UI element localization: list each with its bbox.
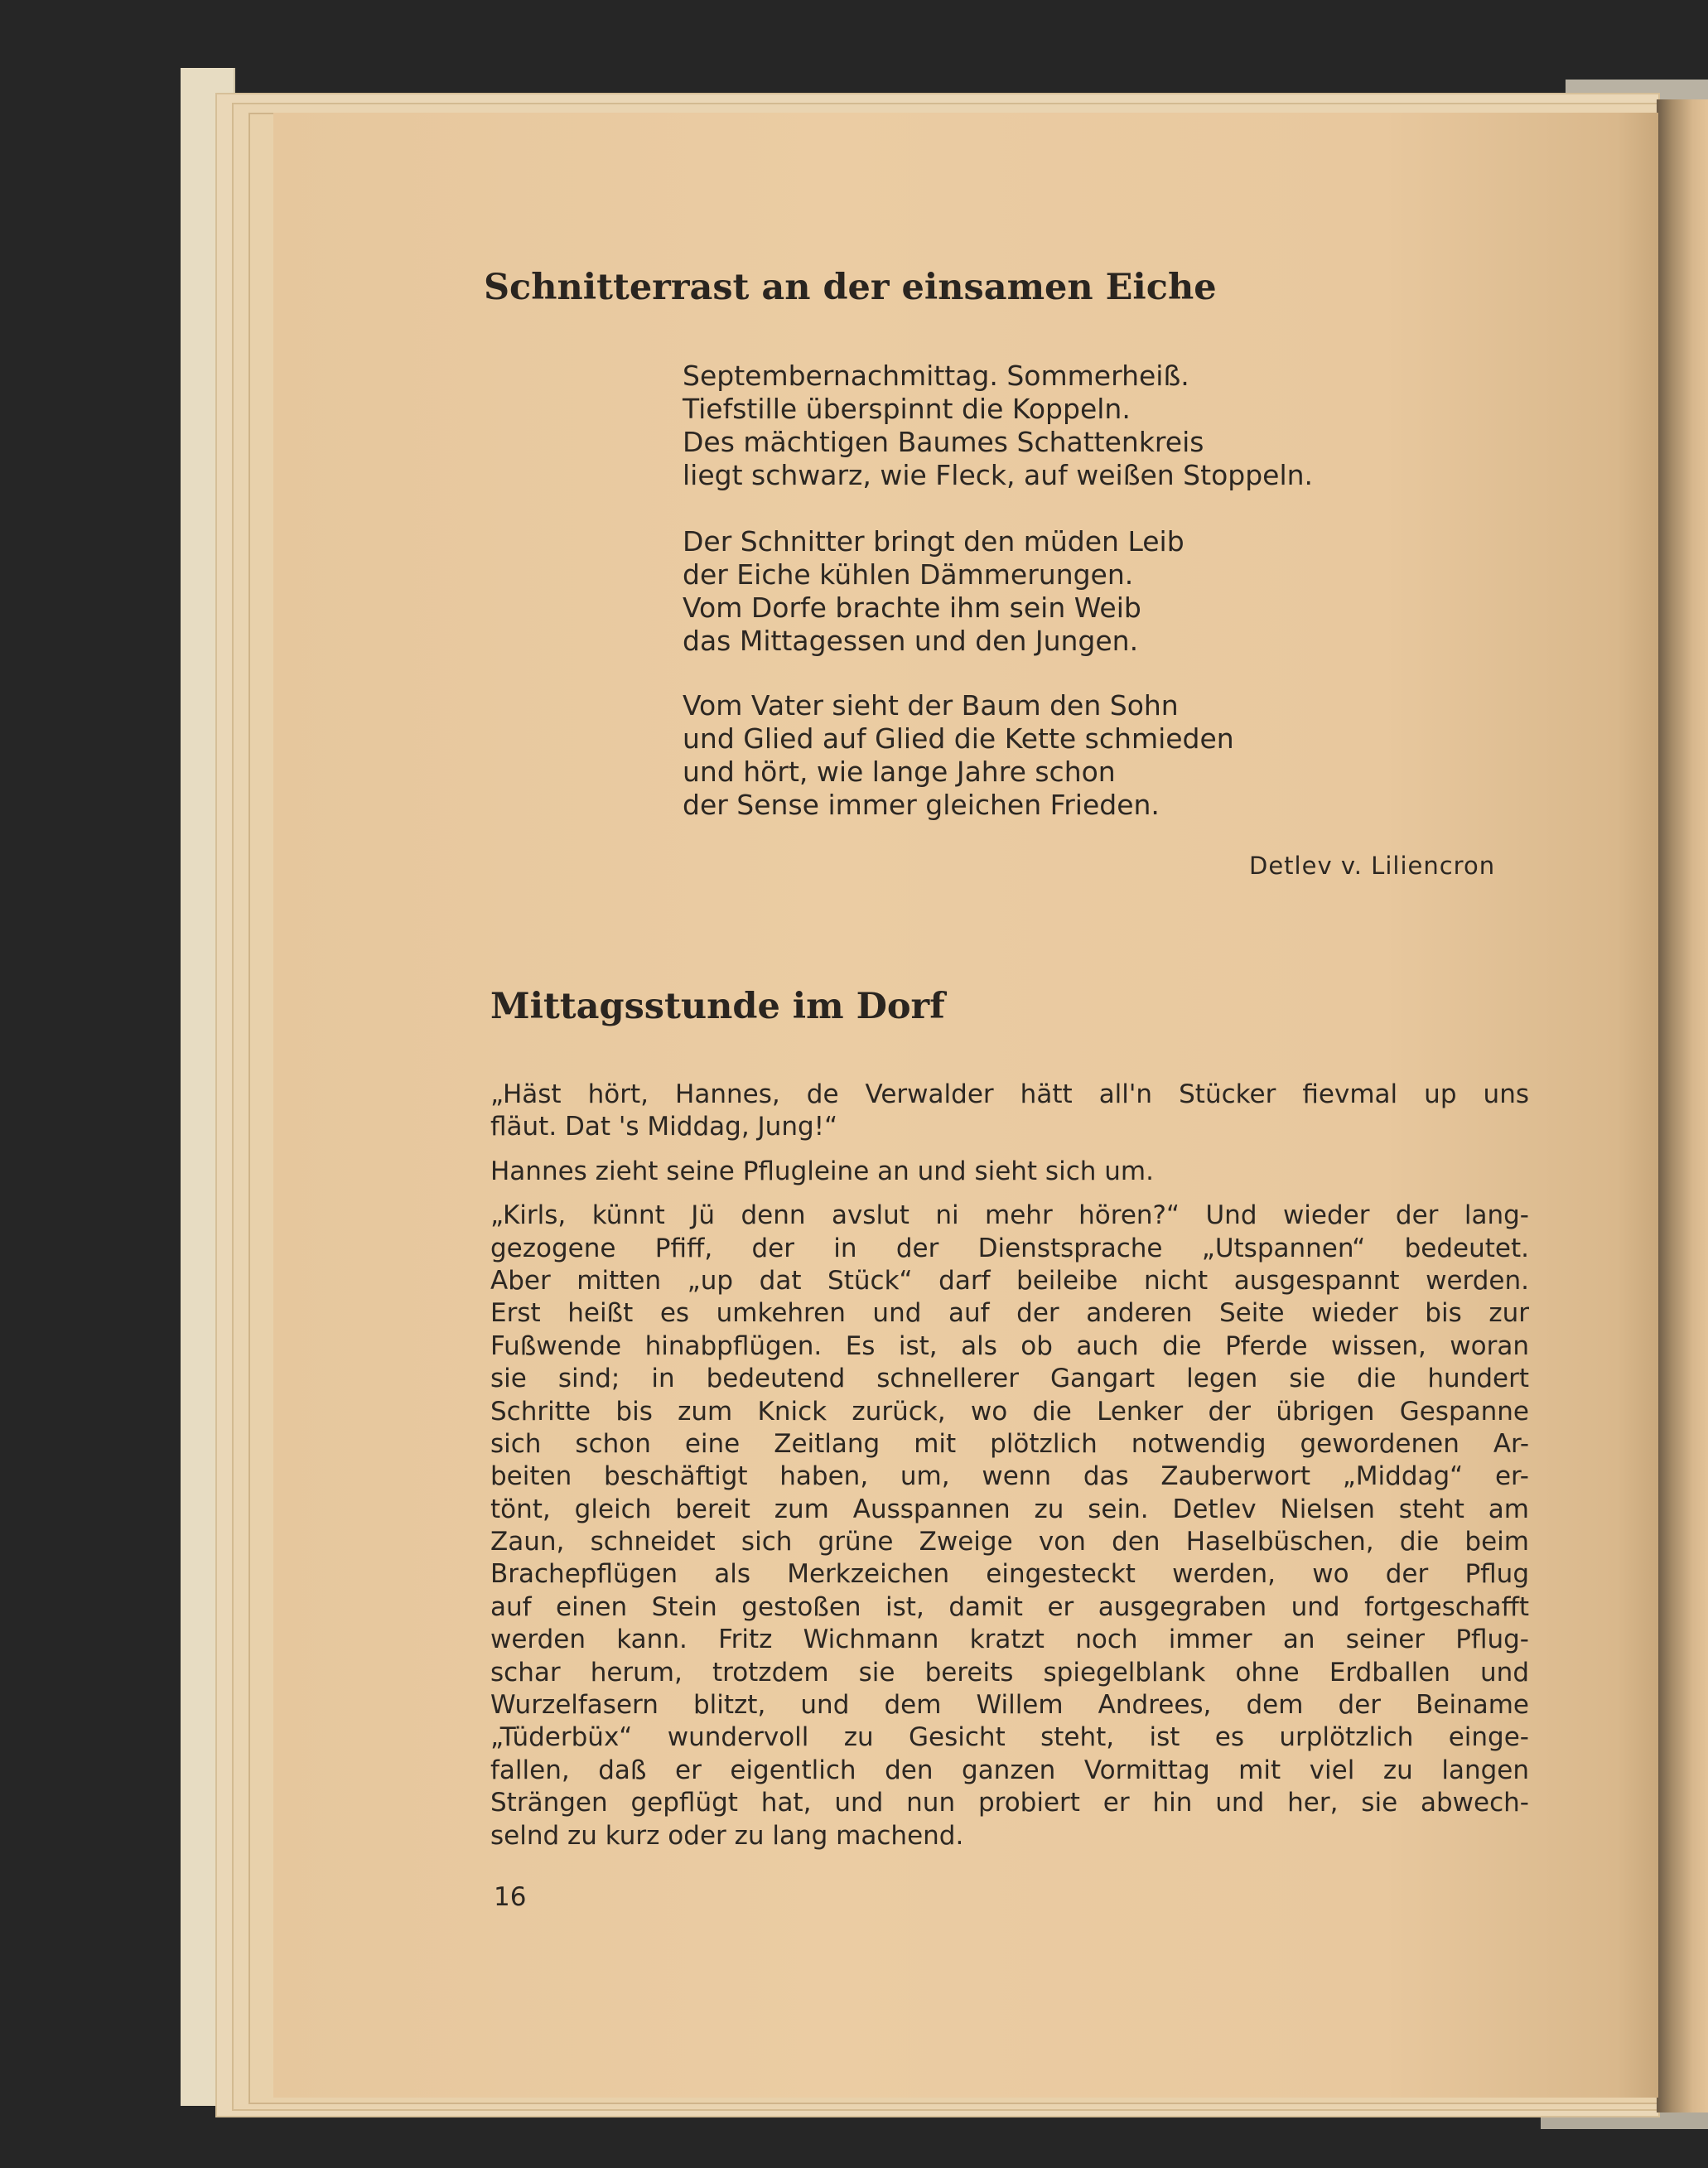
text-line: „Häst hört, Hannes, de Verwalder hätt all'n Stücker fievmal up uns xyxy=(490,1079,1529,1109)
text-line: auf einen Stein gestoßen ist, damit er ausgegraben und fortgeschafft xyxy=(490,1591,1529,1622)
paragraph xyxy=(490,1156,1529,1188)
text-line: Strängen gepflügt hat, und nun probiert er hin und her, sie abwech- xyxy=(490,1788,1529,1818)
poem-title: Schnitterrast an der einsamen Eiche xyxy=(484,267,1217,308)
poem-author: Detlev v. Liliencron xyxy=(1249,852,1496,880)
text-line: Wurzelfasern blitzt, und dem Willem Andrees, dem der Beiname xyxy=(490,1690,1529,1721)
text-line: sich schon eine Zeitlang mit plötzlich notwendig gewordenen Ar- xyxy=(490,1428,1529,1459)
book-gutter xyxy=(1657,99,1708,2112)
poem-stanza xyxy=(683,689,1234,822)
text-line: gezogene Pfiff, der in der Dienstsprache „Utspannen“ bedeutet. xyxy=(490,1233,1529,1263)
poem-line: und hört, wie lange Jahre schon xyxy=(683,756,1116,788)
poem-line: Septembernachmittag. Sommerheiß. xyxy=(683,360,1189,392)
text-line: sie sind; in bedeutend schnellerer Gangart legen sie die hundert xyxy=(490,1364,1529,1394)
poem-line: Des mächtigen Baumes Schattenkreis xyxy=(683,426,1204,458)
poem-line: liegt schwarz, wie Fleck, auf weißen Stoppeln. xyxy=(683,459,1314,491)
text-line: Zaun, schneidet sich grüne Zweige von den Haselbüschen, die beim xyxy=(490,1527,1529,1557)
text-line: schar herum, trotzdem sie bereits spiegelblank ohne Erdballen und xyxy=(490,1657,1529,1688)
text-line: Erst heißt es umkehren und auf der anderen Seite wieder bis zur xyxy=(490,1298,1529,1329)
poem-line: und Glied auf Glied die Kette schmieden xyxy=(683,722,1234,755)
text-line: „Tüderbüx“ wundervoll zu Gesicht steht, ist es urplötzlich einge- xyxy=(490,1722,1529,1753)
text-line: werden kann. Fritz Wichmann kratzt noch immer an seiner Pflug- xyxy=(490,1625,1529,1655)
poem-line: Tiefstille überspinnt die Koppeln. xyxy=(683,393,1131,425)
text-line: beiten beschäftigt haben, um, wenn das Zauberwort „Middag“ er- xyxy=(490,1461,1529,1492)
poem-line: der Sense immer gleichen Frieden. xyxy=(683,789,1160,821)
text-line: Brachepflügen als Merkzeichen eingesteckt werden, wo der Pflug xyxy=(490,1559,1529,1590)
text-line: fläut. Dat 's Middag, Jung!“ xyxy=(490,1112,838,1142)
text-line: Hannes zieht seine Pflugleine an und sieht sich um. xyxy=(490,1156,1154,1186)
prose-body xyxy=(490,1079,1529,1852)
page-number: 16 xyxy=(494,1882,527,1912)
poem-line: Vom Dorfe brachte ihm sein Weib xyxy=(683,591,1141,624)
text-line: tönt, gleich bereit zum Ausspannen zu sein. Detlev Nielsen steht am xyxy=(490,1494,1529,1524)
text-line: „Kirls, künnt Jü denn avslut ni mehr hören?“ Und wieder der lang- xyxy=(490,1200,1529,1231)
text-line: selnd zu kurz oder zu lang machend. xyxy=(490,1820,964,1851)
poem-line: Der Schnitter bringt den müden Leib xyxy=(683,525,1185,558)
poem-stanza xyxy=(683,525,1185,658)
poem-line: Vom Vater sieht der Baum den Sohn xyxy=(683,689,1179,722)
prose-title: Mittagsstunde im Dorf xyxy=(490,986,945,1027)
paragraph xyxy=(490,1079,1529,1144)
text-line: Aber mitten „up dat Stück“ darf beileibe nicht ausgespannt werden. xyxy=(490,1265,1529,1296)
poem-line: das Mittagessen und den Jungen. xyxy=(683,625,1139,657)
poem-line: der Eiche kühlen Dämmerungen. xyxy=(683,558,1134,591)
paragraph xyxy=(490,1200,1529,1852)
poem-stanza xyxy=(683,360,1313,492)
text-line: fallen, daß er eigentlich den ganzen Vormittag mit viel zu langen xyxy=(490,1755,1529,1785)
text-line: Schritte bis zum Knick zurück, wo die Lenker der übrigen Gespanne xyxy=(490,1396,1529,1427)
text-line: Fußwende hinabpflügen. Es ist, als ob auch die Pferde wissen, woran xyxy=(490,1330,1529,1361)
